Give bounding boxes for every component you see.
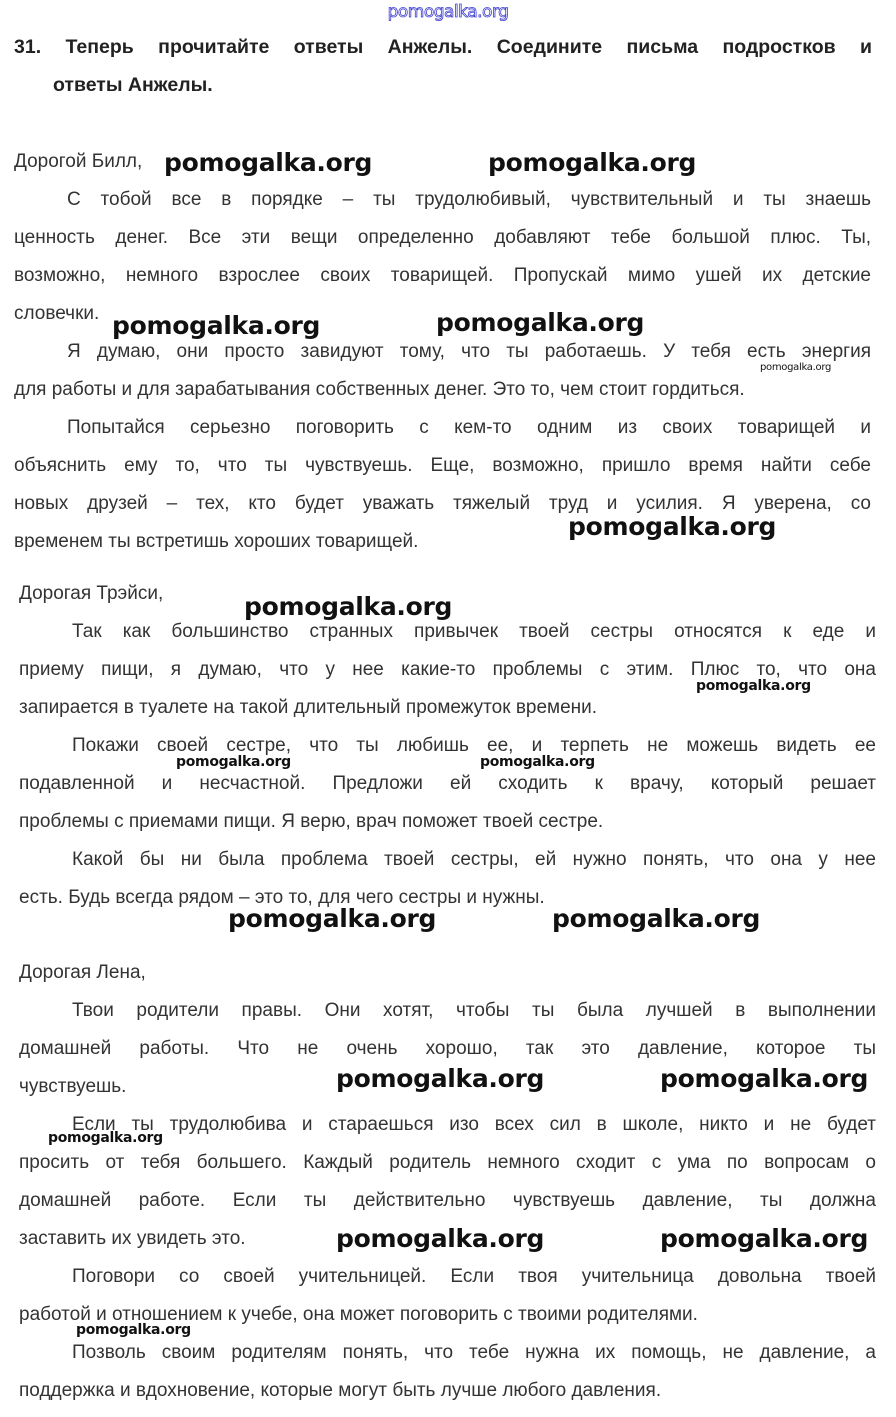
letter-text-line: домашней работе. Если ты действительно чувствуешь давление, ты должна — [19, 1190, 876, 1211]
letter-text-line: проблемы с приемами пищи. Я верю, врач поможет твоей сестре. — [19, 811, 604, 832]
watermark: pomogalka.org — [244, 591, 453, 621]
watermark: pomogalka.org — [696, 678, 811, 694]
letter-text-line: временем ты встретишь хороших товарищей. — [14, 531, 419, 552]
letter-text-line: запирается в туалете на такой длительный промежуток времени. — [19, 697, 598, 718]
letter-text-line: приему пищи, я думаю, что у нее какие-то проблемы с этим. Плюс то, что она — [19, 659, 876, 680]
letter-text-line: объяснить ему то, что ты чувствуешь. Еще, возможно, пришло время найти себе — [14, 455, 871, 476]
letter-text-line: Если ты трудолюбива и стараешься изо всех сил в школе, никто и не будет — [72, 1114, 876, 1135]
top-watermark: pomogalka.org — [387, 2, 509, 22]
watermark: pomogalka.org — [488, 147, 697, 177]
letter-text-line: есть. Будь всегда рядом – это то, для чего сестры и нужны. — [19, 887, 545, 908]
letter-text-line: Покажи своей сестре, что ты любишь ее, и терпеть не можешь видеть ее — [72, 735, 876, 756]
letter-text-line: просить от тебя большего. Каждый родитель немного сходит с ума по вопросам о — [19, 1152, 876, 1173]
letter-text-line: Поговори со своей учительницей. Если твоя учительница довольна твоей — [72, 1266, 876, 1287]
watermark: pomogalka.org — [480, 754, 595, 770]
watermark: pomogalka.org — [760, 362, 832, 373]
letter-text-line: заставить их увидеть это. — [19, 1228, 246, 1249]
letter-text-line: Я думаю, они просто завидуют тому, что ты работаешь. У тебя есть энергия — [67, 341, 871, 362]
letter-text-line: ценность денег. Все эти вещи определенно добавляют тебе большой плюс. Ты, — [14, 227, 871, 248]
watermark: pomogalka.org — [660, 1063, 869, 1093]
letter-text-line: Твои родители правы. Они хотят, чтобы ты была лучшей в выполнении — [72, 1000, 876, 1021]
letter-text-line: поддержка и вдохновение, которые могут быть лучше любого давления. — [19, 1380, 662, 1401]
watermark: pomogalka.org — [76, 1322, 191, 1338]
watermark: pomogalka.org — [336, 1223, 545, 1253]
letter-text-line: словечки. — [14, 303, 100, 324]
letter-text-line: Так как большинство странных привычек твоей сестры относятся к еде и — [72, 621, 876, 642]
letter-text-line: чувствуешь. — [19, 1076, 127, 1097]
watermark: pomogalka.org — [436, 307, 645, 337]
watermark: pomogalka.org — [552, 903, 761, 933]
letter-greeting: Дорогая Трэйси, — [19, 583, 164, 604]
task-heading-line-1: 31. Теперь прочитайте ответы Анжелы. Соедините письма подростков и — [14, 36, 872, 58]
letter-text-line: домашней работы. Что не очень хорошо, так это давление, которое ты — [19, 1038, 876, 1059]
letter-text-line: новых друзей – тех, кто будет уважать тяжелый труд и усилия. Я уверена, со — [14, 493, 871, 514]
watermark: pomogalka.org — [112, 310, 321, 340]
letter-text-line: возможно, немного взрослее своих товарищей. Пропускай мимо ушей их детские — [14, 265, 871, 286]
letter-text-line: подавленной и несчастной. Предложи ей сходить к врачу, который решает — [19, 773, 876, 794]
letter-text-line: Какой бы ни была проблема твоей сестры, ей нужно понять, что она у нее — [72, 849, 876, 870]
letter-text-line: С тобой все в порядке – ты трудолюбивый, чувствительный и ты знаешь — [67, 189, 871, 210]
task-heading-line-2: ответы Анжелы. — [53, 74, 213, 96]
watermark: pomogalka.org — [228, 903, 437, 933]
watermark: pomogalka.org — [336, 1063, 545, 1093]
letter-text-line: Попытайся серьезно поговорить с кем-то одним из своих товарищей и — [67, 417, 871, 438]
letter-text-line: для работы и для зарабатывания собственных денег. Это то, чем стоит гордиться. — [14, 379, 745, 400]
watermark: pomogalka.org — [660, 1223, 869, 1253]
letter-text-line: Позволь своим родителям понять, что тебе нужна их помощь, не давление, а — [72, 1342, 876, 1363]
watermark: pomogalka.org — [48, 1130, 163, 1146]
letter-greeting: Дорогая Лена, — [19, 962, 146, 983]
watermark: pomogalka.org — [568, 511, 777, 541]
watermark: pomogalka.org — [164, 147, 373, 177]
letter-greeting: Дорогой Билл, — [14, 151, 143, 172]
watermark: pomogalka.org — [176, 754, 291, 770]
letter-text-line: работой и отношением к учебе, она может поговорить с твоими родителями. — [19, 1304, 698, 1325]
